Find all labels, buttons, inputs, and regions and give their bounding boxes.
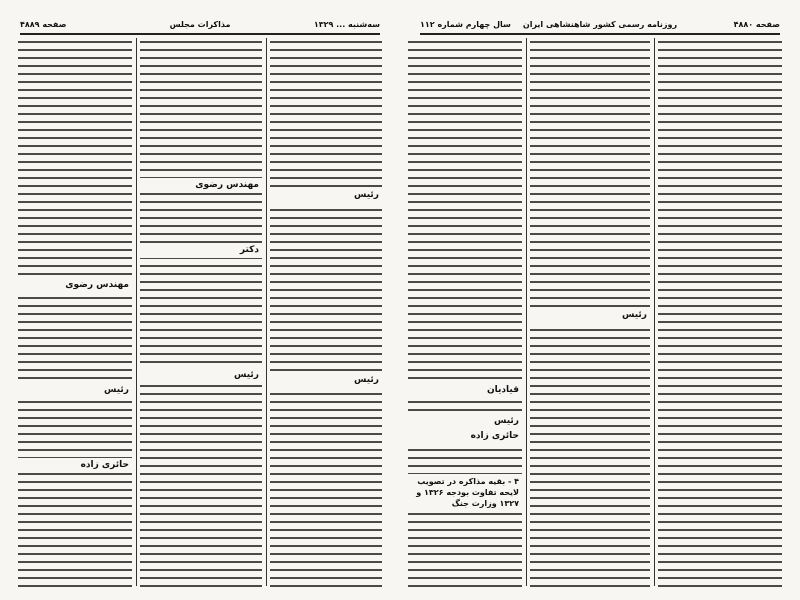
column (140, 38, 262, 588)
header-rule (20, 33, 380, 35)
header-rule (420, 33, 780, 35)
issue-number: سال چهارم شماره ۱۱۲ (420, 20, 511, 29)
column-divider (654, 38, 655, 586)
right-page-header (420, 20, 780, 34)
column (658, 38, 782, 588)
column (530, 38, 650, 588)
speaker-heading: رئیس (270, 188, 382, 203)
page-number: صفحه ۴۸۸۹ (20, 20, 67, 29)
speaker-heading: حائری زاده (408, 429, 522, 444)
speaker-heading: رئیس (140, 368, 262, 383)
section-heading: ۴ - بقیه مذاکره در تصویب لایحه تفاوت بودجه ۱۳۲۶ و ۱۳۲۷ وزارت جنگ (408, 474, 522, 511)
column-divider (266, 38, 267, 586)
speaker-heading: رئیس (270, 373, 382, 388)
speaker-heading: مهندس رضوی (18, 278, 132, 293)
column (18, 38, 132, 588)
right-page (400, 0, 800, 600)
date: سه‌شنبه ... ۱۳۲۹ (313, 20, 380, 29)
speaker-heading: حائری زاده (18, 458, 132, 473)
speaker-heading: رئیس (530, 308, 650, 323)
speaker-heading: رئیس (408, 414, 522, 429)
column (270, 38, 382, 588)
page-number: صفحه ۴۸۸۰ (733, 20, 780, 29)
column-divider (526, 38, 527, 586)
speaker-heading: مهندس رضوی (140, 178, 262, 193)
speaker-heading: قیادیان (408, 383, 522, 398)
column (408, 38, 522, 588)
section-title: مذاکرات مجلس (169, 20, 231, 29)
speaker-heading: دکتر (140, 243, 262, 258)
left-page-header (20, 20, 380, 34)
column-divider (136, 38, 137, 586)
speaker-heading: رئیس (18, 383, 132, 398)
newspaper-title: روزنامه رسمی کشور شاهنشاهی ایران (522, 20, 678, 29)
